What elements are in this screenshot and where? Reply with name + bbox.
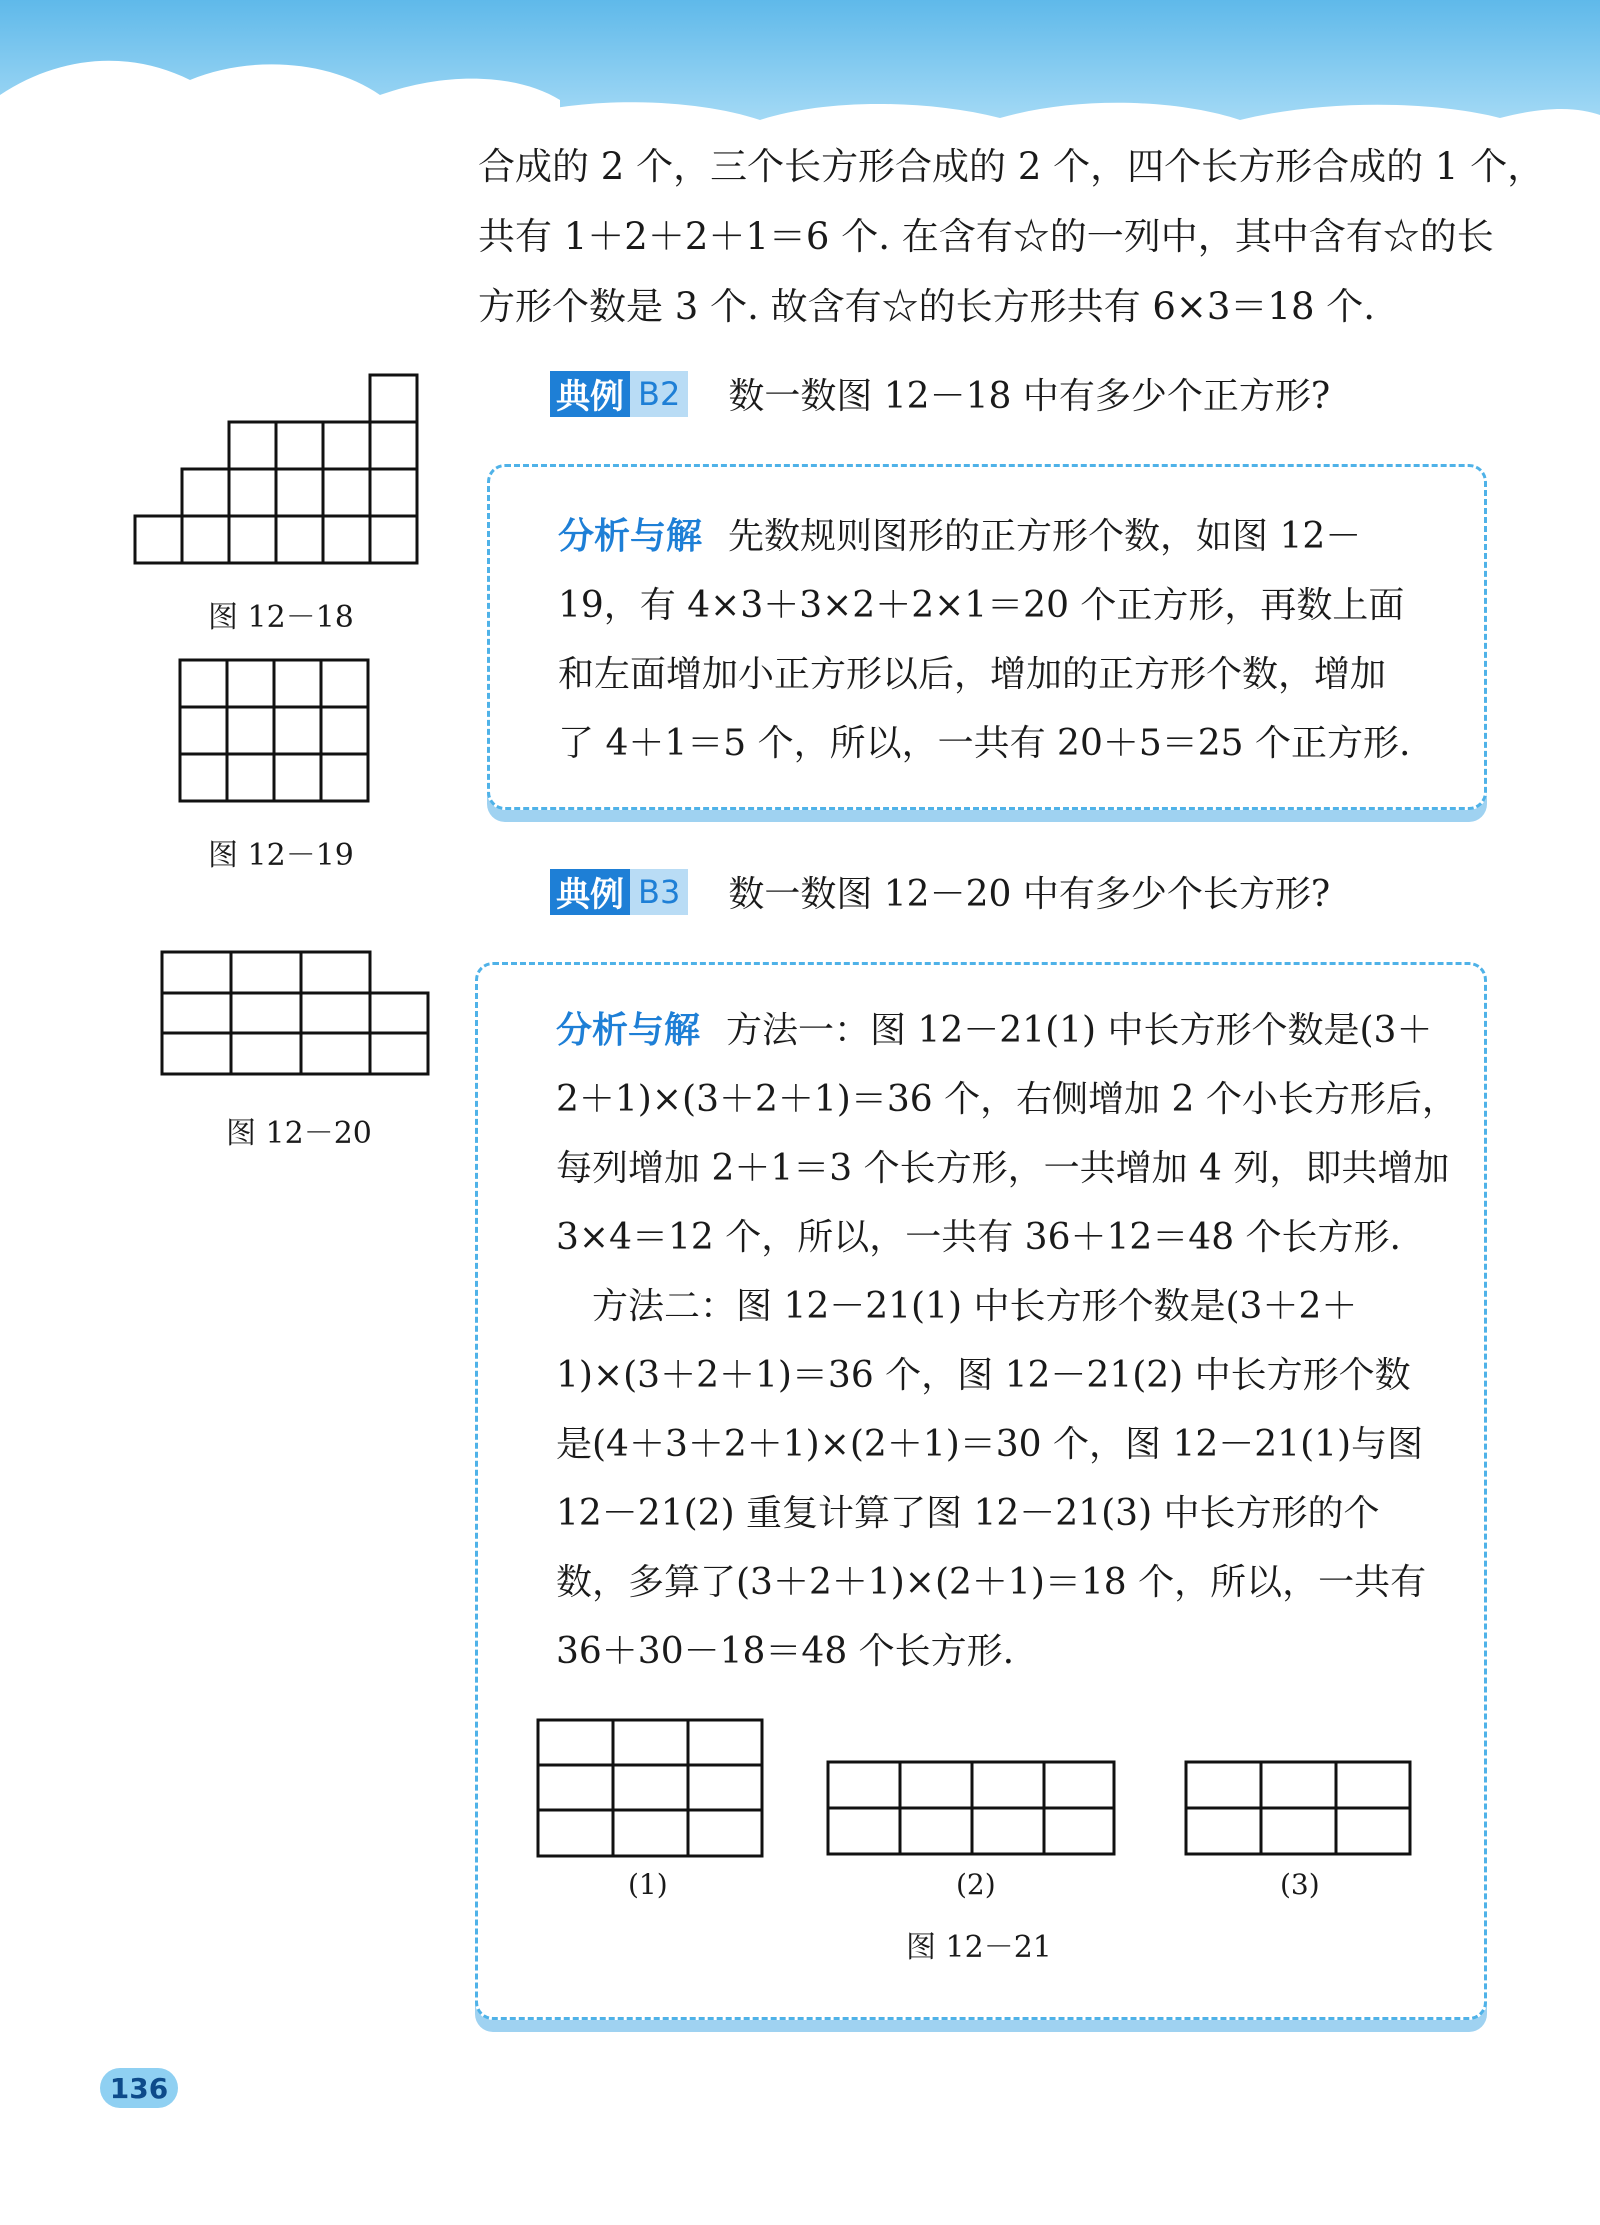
example-tag-code: B3: [630, 869, 688, 915]
solution-line: 3×4＝12 个，所以，一共有 36＋12＝48 个长方形.: [556, 1217, 1401, 1258]
figure-12-18-caption: 图 12－18: [208, 600, 354, 635]
intro-paragraph: [478, 132, 1545, 342]
solution-line: 数，多算了(3＋2＋1)×(2＋1)＝18 个，所以，一共有: [556, 1562, 1427, 1603]
solution-line: 36＋30－18＝48 个长方形.: [556, 1631, 1015, 1672]
example-tag-code: B2: [630, 371, 688, 417]
solution-line: 是(4＋3＋2＋1)×(2＋1)＝30 个，图 12－21(1)与图: [556, 1424, 1424, 1465]
figure-12-21-part-3: [1182, 1758, 1414, 1858]
example-b2-question: 数一数图 12－18 中有多少个正方形?: [728, 376, 1331, 417]
figure-12-21-part-1: [534, 1716, 766, 1860]
figure-12-19-caption: 图 12－19: [208, 838, 354, 873]
solution-line: 19，有 4×3＋3×2＋2×1＝20 个正方形，再数上面: [558, 585, 1405, 626]
intro-line: 共有 1＋2＋2＋1＝6 个. 在含有☆的一列中，其中含有☆的长: [478, 215, 1494, 258]
figure-12-21-label-2: (2): [956, 1868, 996, 1901]
example-tag: [550, 869, 688, 915]
solution-line: 先数规则图形的正方形个数，如图 12－: [728, 516, 1362, 557]
example-tag-label: 典例: [550, 371, 630, 417]
figure-12-21-label-1: (1): [628, 1868, 668, 1901]
example-b3-question: 数一数图 12－20 中有多少个长方形?: [728, 874, 1331, 915]
analysis-label: 分析与解: [556, 1010, 701, 1051]
example-tag-label: 典例: [550, 869, 630, 915]
example-b2-solution-text: [558, 502, 1410, 778]
figure-12-19: [176, 656, 376, 808]
figure-12-21-part-2: [824, 1758, 1118, 1858]
solution-line: 方法二：图 12－21(1) 中长方形个数是(3＋2＋: [556, 1286, 1358, 1327]
page-number: 136: [100, 2068, 178, 2108]
figure-12-20-caption: 图 12－20: [226, 1116, 372, 1151]
example-b3-solution-text: [556, 996, 1458, 1686]
figure-12-21-caption: 图 12－21: [906, 1930, 1052, 1965]
solution-line: 和左面增加小正方形以后，增加的正方形个数，增加: [558, 654, 1387, 695]
figure-12-21-label-3: (3): [1280, 1868, 1320, 1901]
example-tag: [550, 371, 688, 417]
solution-line: 了 4＋1＝5 个，所以，一共有 20＋5＝25 个正方形.: [558, 723, 1411, 764]
example-b2-heading: [550, 368, 1330, 419]
solution-line: 2＋1)×(3＋2＋1)＝36 个，右侧增加 2 个小长方形后，: [556, 1079, 1458, 1120]
figure-12-18: [130, 368, 426, 568]
intro-line: 合成的 2 个，三个长方形合成的 2 个，四个长方形合成的 1 个，: [478, 145, 1545, 188]
solution-line: 方法一：图 12－21(1) 中长方形个数是(3＋: [726, 1010, 1433, 1051]
solution-line: 1)×(3＋2＋1)＝36 个，图 12－21(2) 中长方形个数: [556, 1355, 1411, 1396]
analysis-label: 分析与解: [558, 516, 703, 557]
example-b3-heading: [550, 866, 1330, 917]
solution-line: 12－21(2) 重复计算了图 12－21(3) 中长方形的个: [556, 1493, 1380, 1534]
sky-header-decoration: [0, 0, 1600, 130]
figure-12-20: [158, 948, 432, 1080]
intro-line: 方形个数是 3 个. 故含有☆的长方形共有 6×3＝18 个.: [478, 285, 1376, 328]
solution-line: 每列增加 2＋1＝3 个长方形，一共增加 4 列，即共增加: [556, 1148, 1450, 1189]
